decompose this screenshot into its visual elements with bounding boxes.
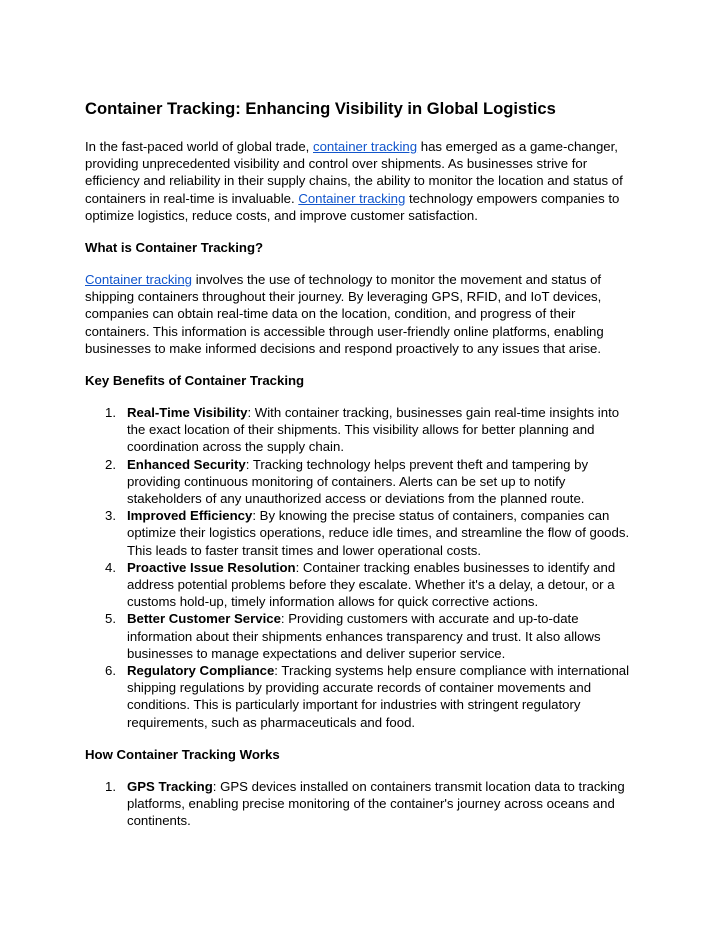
list-number: 3. [105,508,116,524]
list-item-title: GPS Tracking [127,778,213,794]
list-item-text: : By knowing the precise status of containers, companies can optimize their logistics operations, reduce idle times, and streamline the flow of goods. This leads to faster transit times and lower operational costs. [127,508,630,558]
container-tracking-link-2[interactable]: Container tracking [298,190,406,206]
container-tracking-link-3[interactable]: Container tracking [85,272,193,288]
list-item-title: Better Customer Service [127,611,281,627]
list-number: 1. [105,405,116,421]
list-item-text: : GPS devices installed on containers transmit location data to tracking platforms, enabling precise monitoring of the container's journey across oceans and continents. [127,778,625,829]
list-item-text: : Providing customers with accurate and up-to-date information about their shipments enhances transparency and trust. It also allows businesses to manage expectations and deliver superior service. [127,611,601,661]
section-heading-benefits: Key Benefits of Container Tracking [85,373,305,389]
what-is-paragraph [85,271,640,357]
list-item-text: : Tracking technology helps prevent theft and tampering by providing continuous monitoring of containers. Alerts can be set up to notify stakeholders of any unauthorized access or deviations from the planned route. [127,456,589,507]
list-item-title: Real-Time Visibility [127,405,248,421]
list-item-title: Proactive Issue Resolution [127,559,296,575]
list-item [85,559,640,611]
list-number: 2. [105,456,116,472]
section-heading-what-is: What is Container Tracking? [85,240,264,256]
section-heading-how-it-works: How Container Tracking Works [85,746,280,762]
list-number: 4. [105,559,116,575]
list-item-title: Enhanced Security [127,456,246,472]
list-item [85,507,640,559]
intro-text-1: In the fast-paced world of global trade, [85,139,313,154]
list-number: 5. [105,611,116,627]
page-title: Container Tracking: Enhancing Visibility in Global Logistics [85,99,556,118]
container-tracking-link-1[interactable]: container tracking [313,139,418,154]
how-it-works-list [85,778,640,830]
list-item [85,662,640,731]
intro-text-2: has emerged as a game-changer, providing unprecedented visibility and control over shipments. As businesses strive for efficiency and reliability in their supply chains, the ability to monitor the location and status of containers in real-time is invaluable. [85,139,623,206]
list-item-text: : Tracking systems help ensure compliance with international shipping regulations by providing accurate records of container movements and conditions. This is particularly important for industries with stringent regulatory requirements, such as pharmaceuticals and food. [127,663,630,730]
list-number: 1. [105,778,116,794]
intro-paragraph [85,138,640,224]
list-number: 6. [105,663,116,679]
list-item [85,610,640,662]
list-item-title: Regulatory Compliance [127,663,275,679]
list-item [85,456,640,508]
intro-text-3: technology empowers companies to optimize logistics, reduce costs, and improve customer satisfaction. [85,190,620,223]
what-is-text: involves the use of technology to monitor the movement and status of shipping containers throughout their journey. By leveraging GPS, RFID, and IoT devices, companies can obtain real-time data on the location, condition, and progress of their containers. This information is accessible through user-friendly online platforms, enabling businesses to make informed decisions and respond proactively to any issues that arise. [85,272,604,356]
list-item-text: : Container tracking enables businesses to identify and address potential problems before they escalate. Whether it's a delay, a detour, or a customs hold-up, timely information allows for quick corrective actions. [127,559,616,610]
list-item-text: : With container tracking, businesses gain real-time insights into the exact location of their shipments. This visibility allows for better planning and coordination across the supply chain. [127,405,620,455]
list-item-title: Improved Efficiency [127,508,253,524]
list-item [85,778,640,830]
benefits-list [85,404,640,731]
list-item [85,404,640,456]
